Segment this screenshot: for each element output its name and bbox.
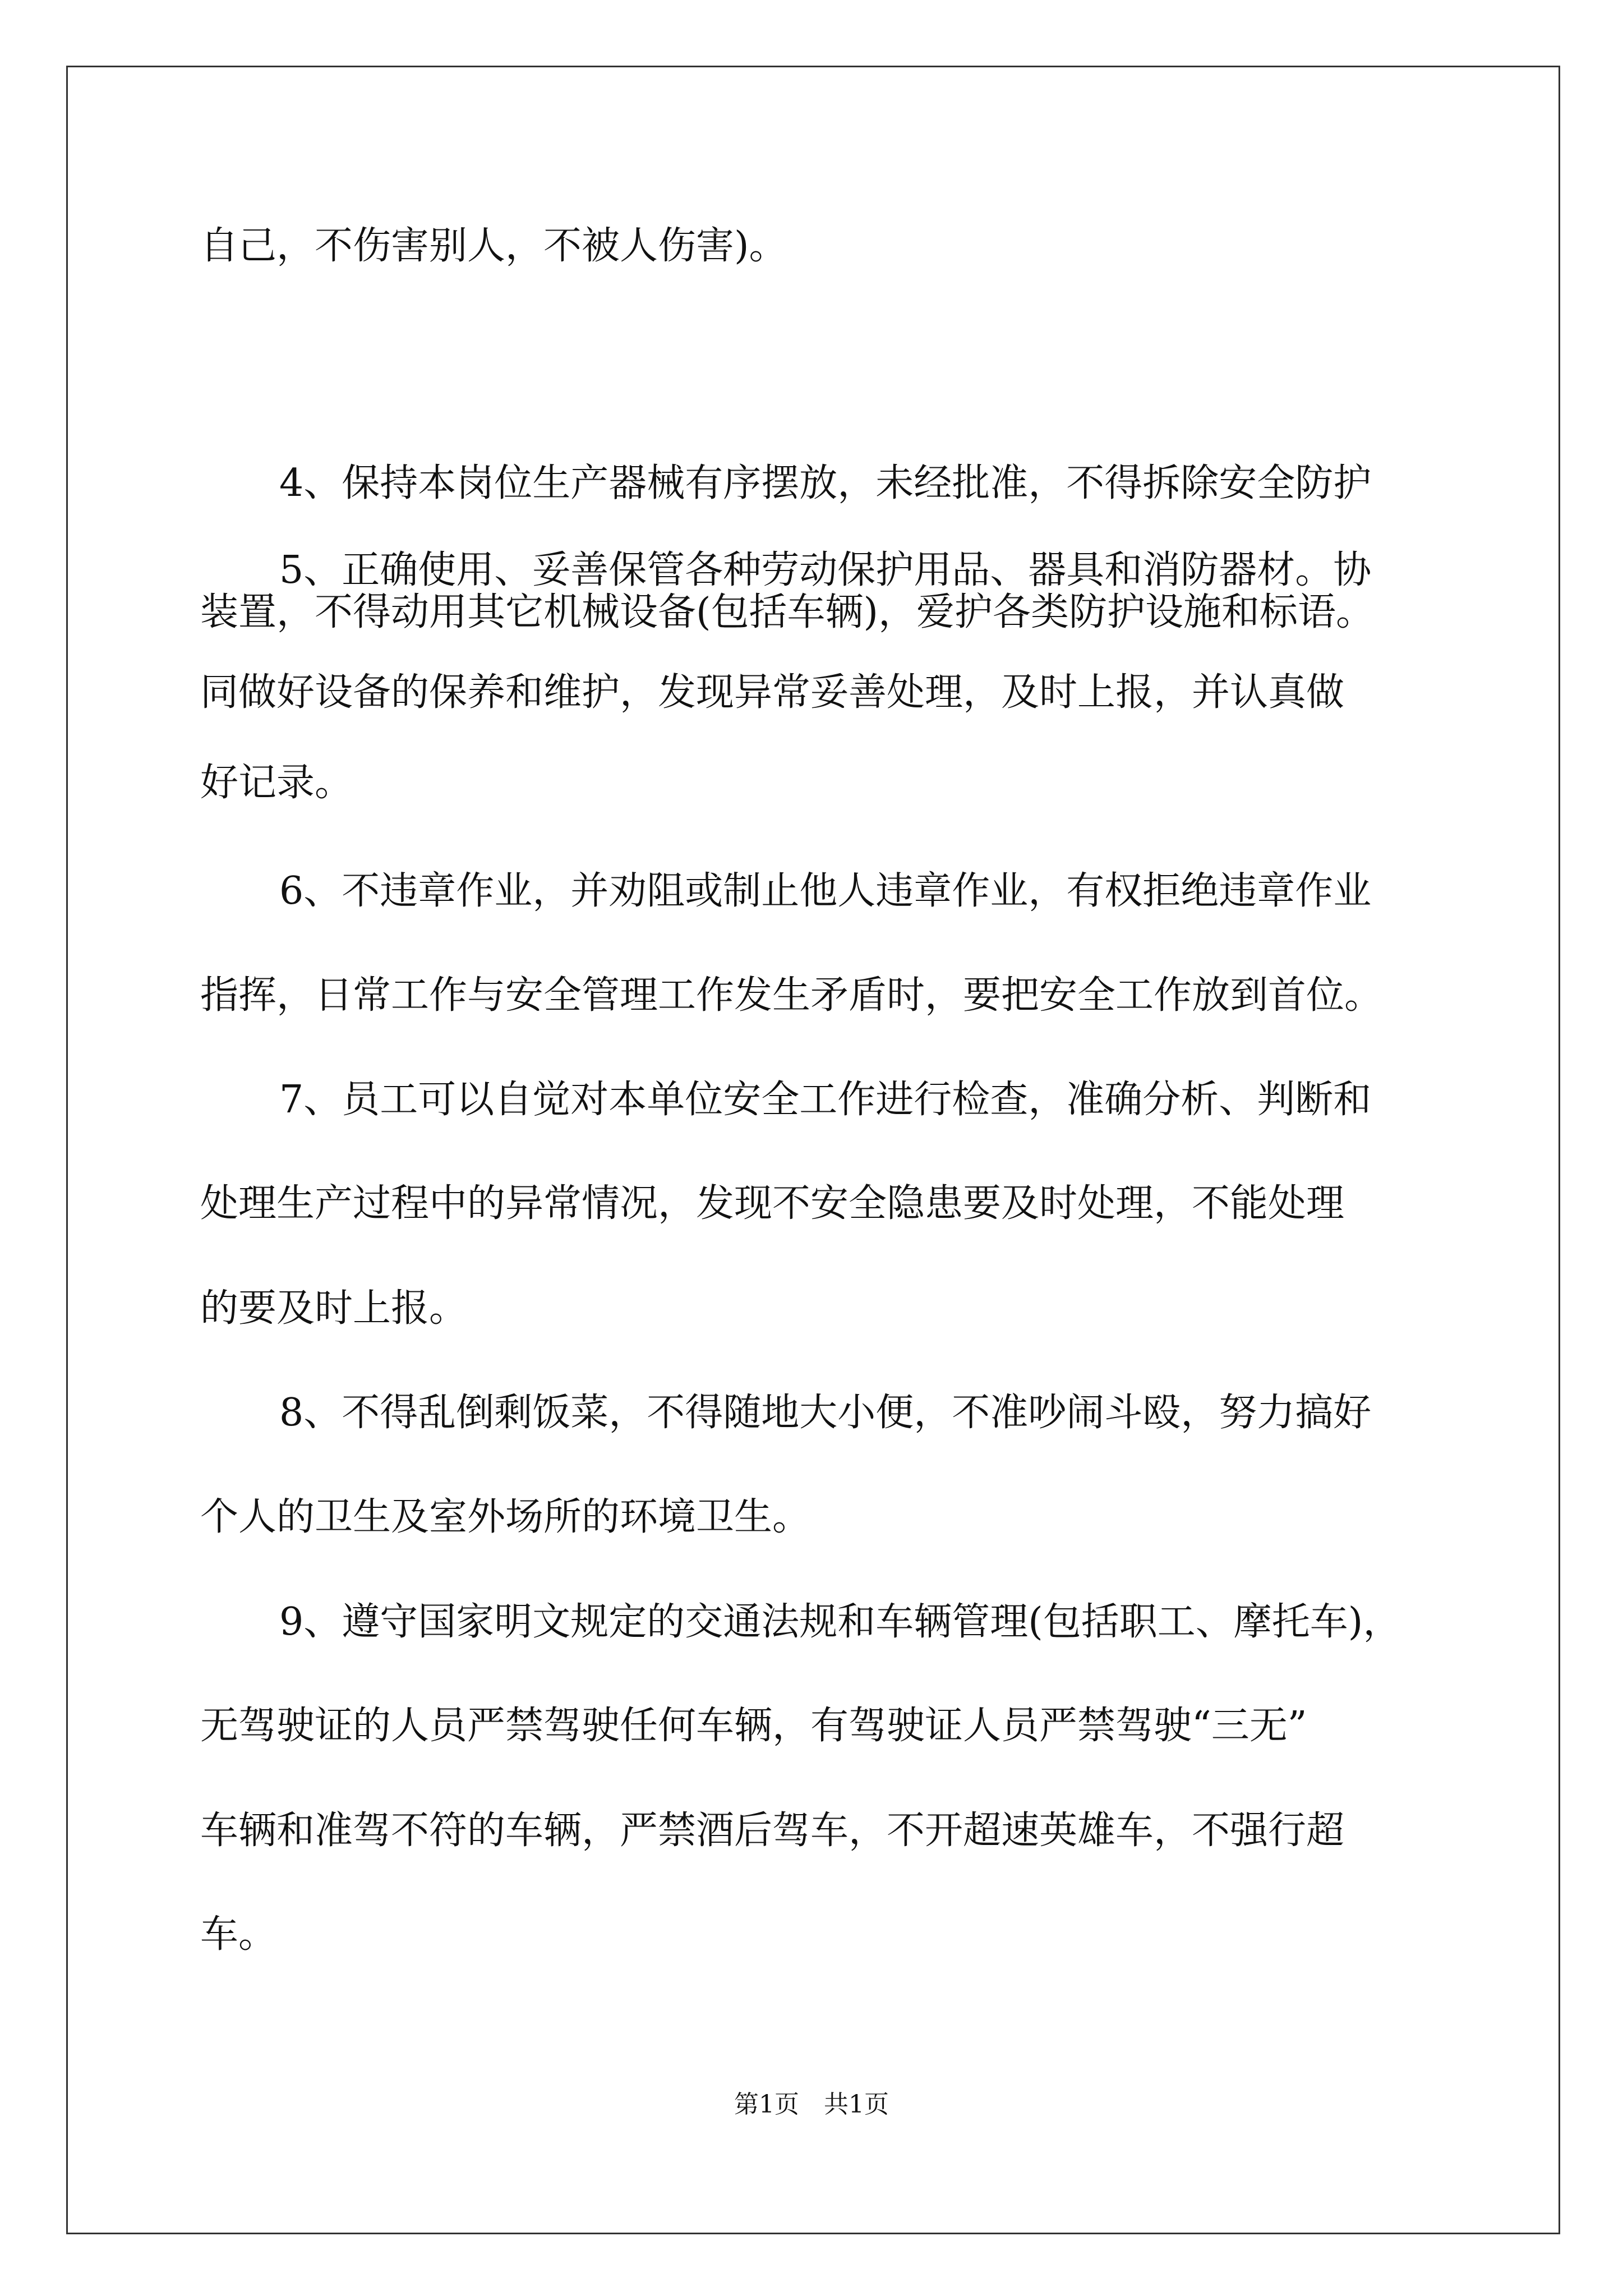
- text-line-item-5: 5、正确使用、妥善保管各种劳动保护用品、器具和消防器材。协: [279, 548, 1372, 592]
- text-line: 好记录。: [200, 761, 353, 805]
- page-border: [66, 66, 1560, 2234]
- text-line: 车。: [200, 1912, 277, 1957]
- page-number-footer: 第1页 共1页: [734, 2090, 889, 2119]
- text-line: 同做好设备的保养和维护，发现异常妥善处理，及时上报，并认真做: [200, 670, 1345, 715]
- text-line: 的要及时上报。: [200, 1286, 468, 1331]
- text-line: 无驾驶证的人员严禁驾驶任何车辆，有驾驶证人员严禁驾驶“三无”: [200, 1704, 1307, 1748]
- text-line: 个人的卫生及室外场所的环境卫生。: [200, 1495, 811, 1539]
- text-line: 处理生产过程中的异常情况，发现不安全隐患要及时处理，不能处理: [200, 1181, 1345, 1226]
- text-line: 装置，不得动用其它机械设备(包括车辆)，爱护各类防护设施和标语。: [200, 590, 1375, 634]
- text-line: 车辆和准驾不符的车辆，严禁酒后驾车，不开超速英雄车，不强行超: [200, 1809, 1345, 1853]
- text-line-item-7: 7、员工可以自觉对本单位安全工作进行检查，准确分析、判断和: [279, 1078, 1372, 1122]
- text-line: 自己，不伤害别人，不被人伤害)。: [200, 224, 787, 268]
- text-line-item-8: 8、不得乱倒剩饭菜，不得随地大小便，不准吵闹斗殴，努力搞好: [279, 1391, 1372, 1435]
- text-line: 指挥，日常工作与安全管理工作发生矛盾时，要把安全工作放到首位。: [200, 973, 1383, 1018]
- text-line-item-6: 6、不违章作业，并劝阻或制止他人违章作业，有权拒绝违章作业: [279, 869, 1372, 913]
- text-line-item-4: 4、保持本岗位生产器械有序摆放，未经批准，不得拆除安全防护: [279, 461, 1372, 505]
- text-line-item-9: 9、遵守国家明文规定的交通法规和车辆管理(包括职工、摩托车)，: [279, 1600, 1401, 1644]
